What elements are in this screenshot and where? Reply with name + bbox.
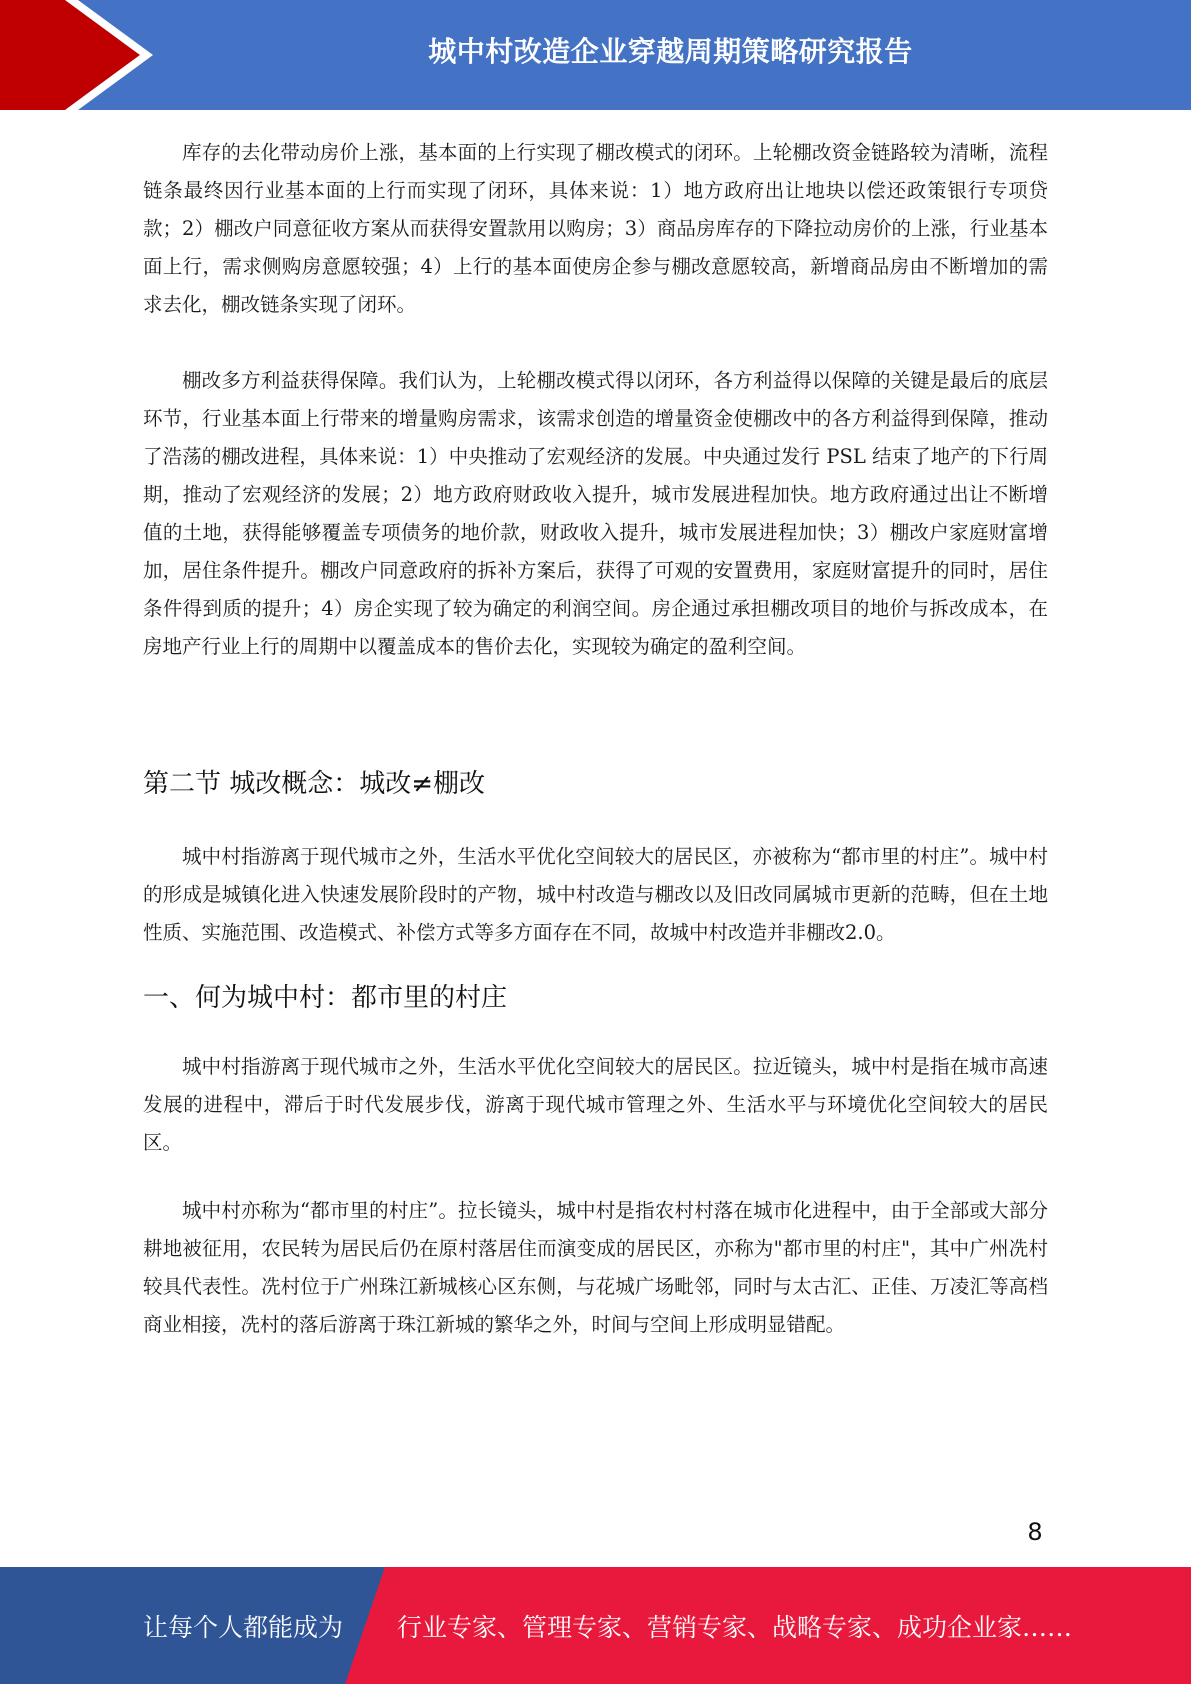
page-content [143,134,1048,1344]
footer-slogan-right: 行业专家、管理专家、营销专家、战略专家、成功企业家…… [397,1612,1073,1642]
page-footer [0,1567,1191,1684]
body-paragraph-5: 城中村亦称为“都市里的村庄”。拉长镜头，城中村是指农村村落在城市化进程中，由于全部或大部分耕地被征用，农民转为居民后仍在原村落居住而演变成的居民区，亦称为"都市里的村庄"，其中广州冼村较具代表性。冼村位于广州珠江新城核心区东侧，与花城广场毗邻，同时与太古汇、正佳、万凌汇等高档商业相接，冼村的落后游离于珠江新城的繁华之外，时间与空间上形成明显错配。 [143,1199,1048,1336]
body-paragraph-2: 棚改多方利益获得保障。我们认为，上轮棚改模式得以闭环，各方利益得以保障的关键是最后的底层环节，行业基本面上行带来的增量购房需求，该需求创造的增量资金使棚改中的各方利益得到保障，推动了浩荡的棚改进程，具体来说：1）中央推动了宏观经济的发展。中央通过发行 PSL 结束了地产的下行周期，推动了宏观经济的发展；2）地方政府财政收入提升，城市发展进程加快。地方政府通过出让不断增值的土地，获得能够覆盖专项债务的地价款，财政收入提升，城市发展进程加快；3）棚改户家庭财富增加，居住条件提升。棚改户同意政府的拆补方案后，获得了可观的安置费用，家庭财富提升的同时，居住条件得到质的提升；4）房企实现了较为确定的利润空间。房企通过承担棚改项目的地价与拆改成本，在房地产行业上行的周期中以覆盖成本的售价去化，实现较为确定的盈利空间。 [143,369,1048,658]
body-paragraph-4: 城中村指游离于现代城市之外，生活水平优化空间较大的居民区。拉近镜头，城中村是指在城市高速发展的进程中，滞后于时代发展步伐，游离于现代城市管理之外、生活水平与环境优化空间较大的居民区。 [143,1055,1048,1154]
subsection-heading-1: 一、何为城中村：都市里的村庄 [143,983,508,1013]
page-header [0,0,1191,110]
header-red-chevron [0,0,140,110]
page-number: 8 [1027,1518,1043,1546]
footer-slogan-left: 让每个人都能成为 [143,1612,344,1642]
report-title: 城中村改造企业穿越周期策略研究报告 [428,35,913,68]
body-paragraph-3: 城中村指游离于现代城市之外，生活水平优化空间较大的居民区，亦被称为“都市里的村庄”。城中村的形成是城镇化进入快速发展阶段时的产物，城中村改造与棚改以及旧改同属城市更新的范畴，但在土地性质、实施范围、改造模式、补偿方式等多方面存在不同，故城中村改造并非棚改2.0。 [143,845,1048,944]
body-paragraph-1: 库存的去化带动房价上涨，基本面的上行实现了棚改模式的闭环。上轮棚改资金链路较为清晰，流程链条最终因行业基本面的上行而实现了闭环，具体来说：1）地方政府出让地块以偿还政策银行专项贷款；2）棚改户同意征收方案从而获得安置款用以购房；3）商品房库存的下降拉动房价的上涨，行业基本面上行，需求侧购房意愿较强；4）上行的基本面使房企参与棚改意愿较高，新增商品房由不断增加的需求去化，棚改链条实现了闭环。 [143,141,1048,316]
section-heading-2: 第二节 城改概念：城改≠棚改 [143,769,486,799]
